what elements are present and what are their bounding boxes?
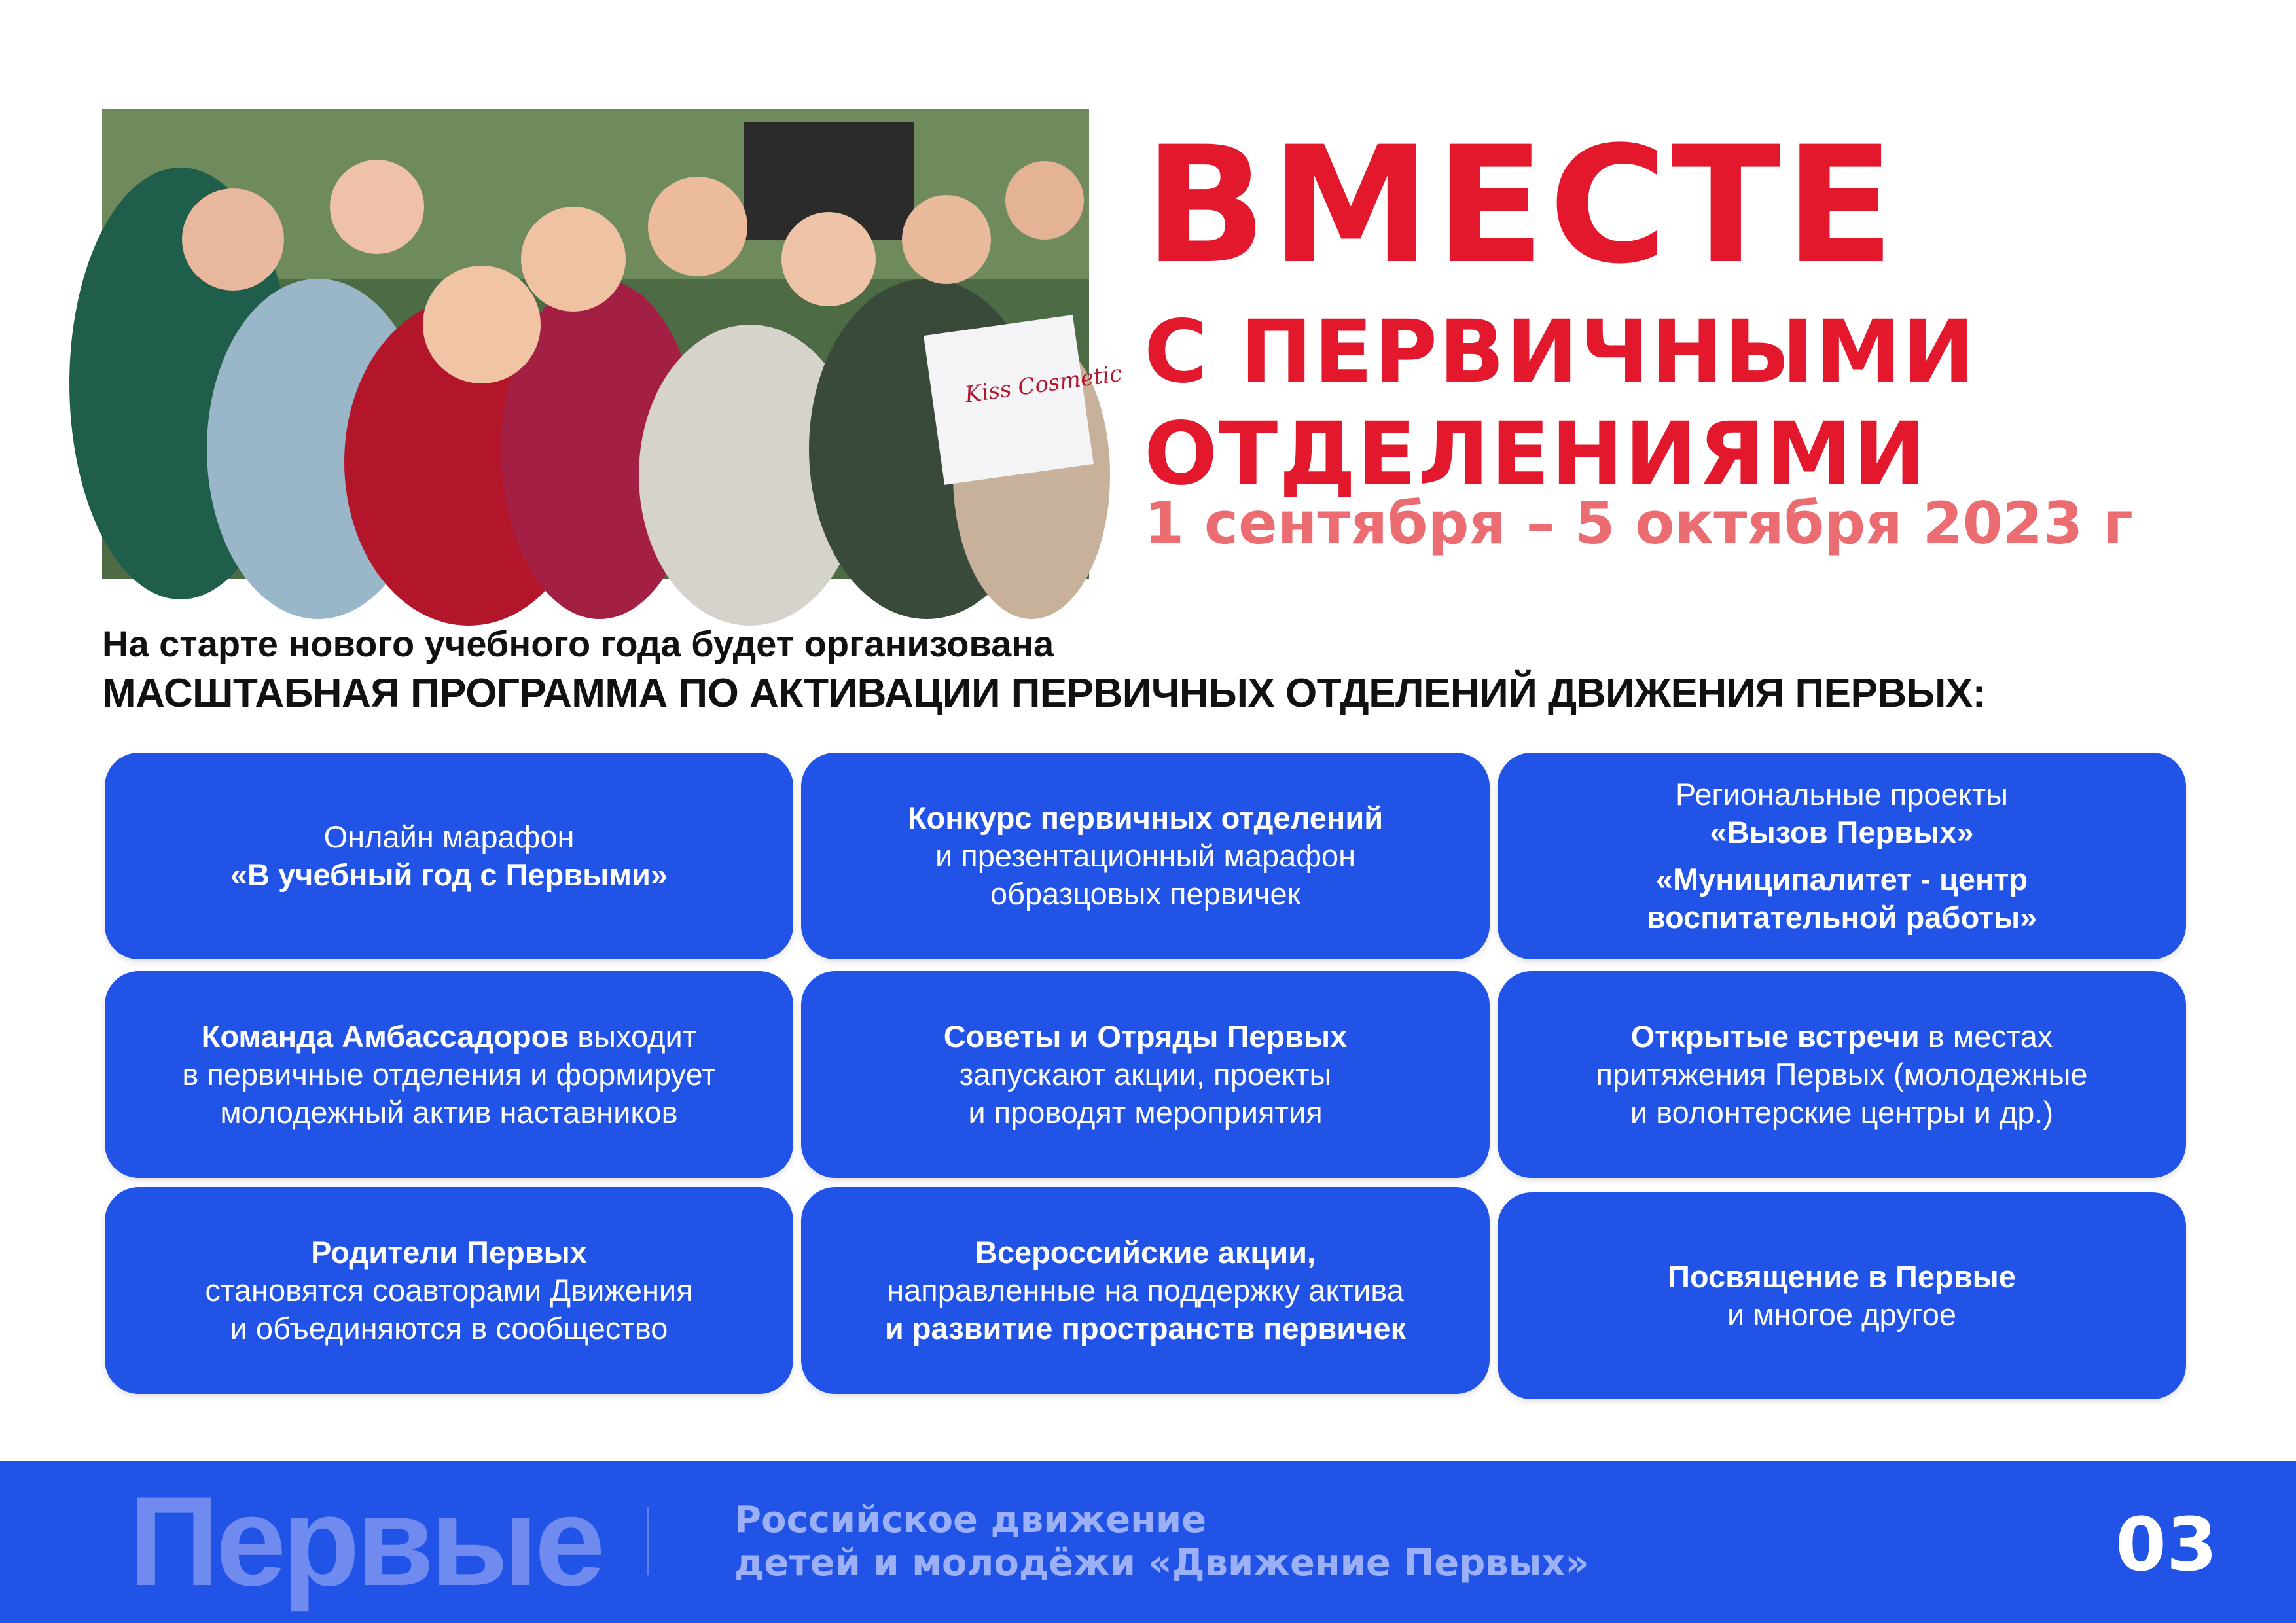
card-text-bold: Команда Амбассадоров: [201, 1019, 569, 1054]
group-photo-illustration: [102, 109, 1124, 579]
card-text: «В учебный год с Первыми»: [230, 857, 668, 892]
card-text: в местах: [1919, 1019, 2053, 1054]
card-open-meetings: [1498, 971, 2186, 1178]
card-ambassadors: [105, 971, 793, 1178]
card-councils: [801, 971, 1490, 1178]
title-line-1: ВМЕСТЕ: [1144, 113, 1899, 300]
intro-text: [102, 620, 1986, 720]
card-text: выходит: [569, 1019, 697, 1054]
card-text: Посвящение в Первые: [1668, 1259, 2016, 1294]
page-number: 03: [2115, 1503, 2217, 1588]
org-line-1: Российское движение: [734, 1499, 1207, 1541]
card-regional-projects: [1498, 753, 2186, 959]
card-text: воспитательной работы»: [1646, 900, 2037, 935]
footer-divider: [647, 1507, 649, 1575]
card-text: Конкурс первичных отделений: [907, 800, 1384, 835]
card-text: «Вызов Первых»: [1710, 815, 1974, 849]
card-text: и многое другое: [1727, 1297, 1957, 1332]
card-text: «Муниципалитет - центр: [1655, 862, 2028, 897]
headline: [1144, 113, 1977, 505]
card-text: запускают акции, проекты: [959, 1057, 1332, 1092]
card-parents: [105, 1187, 793, 1394]
card-text: и развитие пространств первичек: [884, 1311, 1407, 1346]
program-grid: [105, 753, 2186, 1400]
card-text: направленные на поддержку актива: [887, 1273, 1404, 1308]
card-text: и объединяются в сообщество: [230, 1311, 668, 1346]
card-text: притяжения Первых (молодежные: [1596, 1057, 2088, 1092]
intro-line-1: На старте нового учебного года будет организована: [102, 623, 1054, 664]
card-text: Всероссийские акции,: [975, 1235, 1316, 1270]
card-text: становятся соавторами Движения: [205, 1273, 693, 1308]
card-text: в первичные отделения и формирует: [182, 1057, 716, 1092]
card-text: Советы и Отряды Первых: [943, 1019, 1348, 1054]
card-text: молодежный актив наставников: [220, 1095, 678, 1130]
card-all-russian-actions: [801, 1187, 1490, 1394]
title-line-2: С ПЕРВИЧНЫМИ: [1144, 302, 1977, 402]
card-contest: [801, 753, 1490, 959]
card-text: и презентационный марафон: [935, 838, 1356, 873]
card-text: и волонтерские центры и др.): [1630, 1095, 2054, 1130]
org-line-2: детей и молодёжи «Движение Первых»: [734, 1542, 1589, 1584]
box-label: Kiss Cosmetic: [963, 360, 1124, 409]
title-line-3: ОТДЕЛЕНИЯМИ: [1144, 404, 1928, 505]
card-initiation: [1498, 1192, 2186, 1399]
card-text-bold: Открытые встречи: [1630, 1019, 1920, 1054]
intro-line-2: МАСШТАБНАЯ ПРОГРАММА ПО АКТИВАЦИИ ПЕРВИЧНЫХ ОТДЕЛЕНИЙ ДВИЖЕНИЯ ПЕРВЫХ:: [102, 671, 1986, 716]
card-text: Родители Первых: [311, 1235, 587, 1270]
card-text: Онлайн марафон: [323, 819, 575, 854]
card-text-line: [1631, 1018, 2053, 1056]
card-text: Региональные проекты: [1675, 777, 2009, 812]
brand-logo: Первые: [128, 1471, 601, 1613]
organization-name: [734, 1499, 1589, 1585]
card-text: образцовых первичек: [990, 876, 1301, 911]
card-online-marathon: [105, 753, 793, 959]
event-dates: 1 сентября – 5 октября 2023 г: [1144, 490, 2133, 557]
card-text: и проводят мероприятия: [968, 1095, 1323, 1130]
hero-photo: [102, 109, 1124, 579]
card-text-line: [202, 1018, 697, 1056]
